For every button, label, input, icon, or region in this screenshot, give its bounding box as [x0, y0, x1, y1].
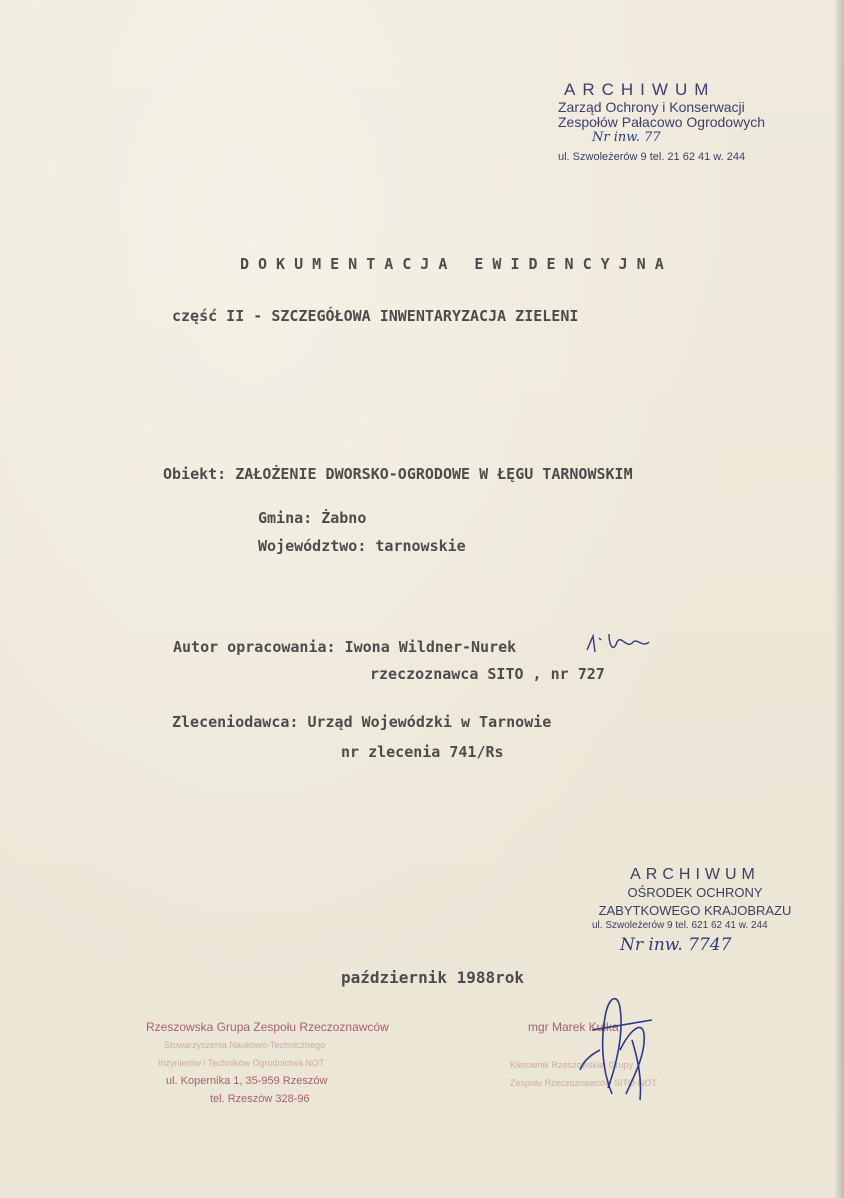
wojewodztwo-line: Województwo: tarnowskie — [258, 537, 466, 555]
object-line: Obiekt: ZAŁOŻENIE DWORSKO-OGRODOWE W ŁĘGU TARNOWSKIM — [163, 465, 633, 483]
paper-edge-shadow — [834, 0, 844, 1198]
stamp-line-2: Zespołów Pałacowo Ogrodowych — [558, 114, 765, 130]
handwritten-inventory-number: Nr inw. 77 — [592, 130, 661, 145]
document-title: DOKUMENTACJA EWIDENCYJNA — [240, 255, 673, 273]
expert-line: rzeczoznawca SITO , nr 727 — [370, 665, 605, 683]
stamp-address: ul. Szwoleżerów 9 tel. 21 62 41 w. 244 — [558, 151, 746, 163]
signature-icon — [572, 990, 662, 1106]
red-stamp-line-1: Rzeszowska Grupa Zespołu Rzeczoznawców — [146, 1020, 389, 1034]
document-subtitle: część II - SZCZEGÓŁOWA INWENTARYZACJA ZIELENI — [172, 307, 579, 325]
author-signature-icon — [583, 628, 653, 664]
stamp-line-2: ZABYTKOWEGO KRAJOBRAZU — [598, 903, 792, 918]
author-line: Autor opracowania: Iwona Wildner-Nurek — [173, 638, 517, 656]
order-line: nr zlecenia 741/Rs — [341, 743, 504, 761]
red-stamp-left — [146, 1018, 406, 1108]
stamp-address: ul. Szwoleżerów 9 tel. 621 62 41 w. 244 — [592, 920, 768, 931]
stamp-line-1: Zarząd Ochrony i Konserwacji — [558, 99, 745, 115]
red-stamp-line-3: Zespołu Rzeczoznawców SITO-NOT — [510, 1078, 657, 1088]
red-stamp-line-2: Kierownik Rzeszowskiej Grupy — [510, 1060, 634, 1070]
archive-stamp-top — [558, 80, 788, 163]
archive-stamp-bottom — [590, 866, 800, 955]
stamp-heading: ARCHIWUM — [564, 80, 716, 99]
handwritten-inventory-number: Nr inw. 7747 — [620, 935, 732, 955]
stamp-line-1: OŚRODEK OCHRONY — [627, 885, 763, 900]
red-stamp-line-1: mgr Marek Kulka — [528, 1020, 619, 1034]
date-line: październik 1988rok — [341, 968, 525, 987]
red-stamp-line-5: tel. Rzeszów 328-96 — [210, 1093, 310, 1105]
client-line: Zleceniodawca: Urząd Wojewódzki w Tarnowie — [172, 713, 552, 731]
gmina-line: Gmina: Żabno — [258, 509, 367, 527]
red-stamp-line-3: Inżynierów i Techników Ogrodnictwa NOT — [158, 1058, 325, 1068]
red-stamp-line-4: ul. Kopernika 1, 35-959 Rzeszów — [166, 1075, 328, 1087]
stamp-heading: ARCHIWUM — [630, 866, 760, 883]
red-stamp-line-2: Stowarzyszenia Naukowo-Technicznego — [164, 1040, 326, 1050]
